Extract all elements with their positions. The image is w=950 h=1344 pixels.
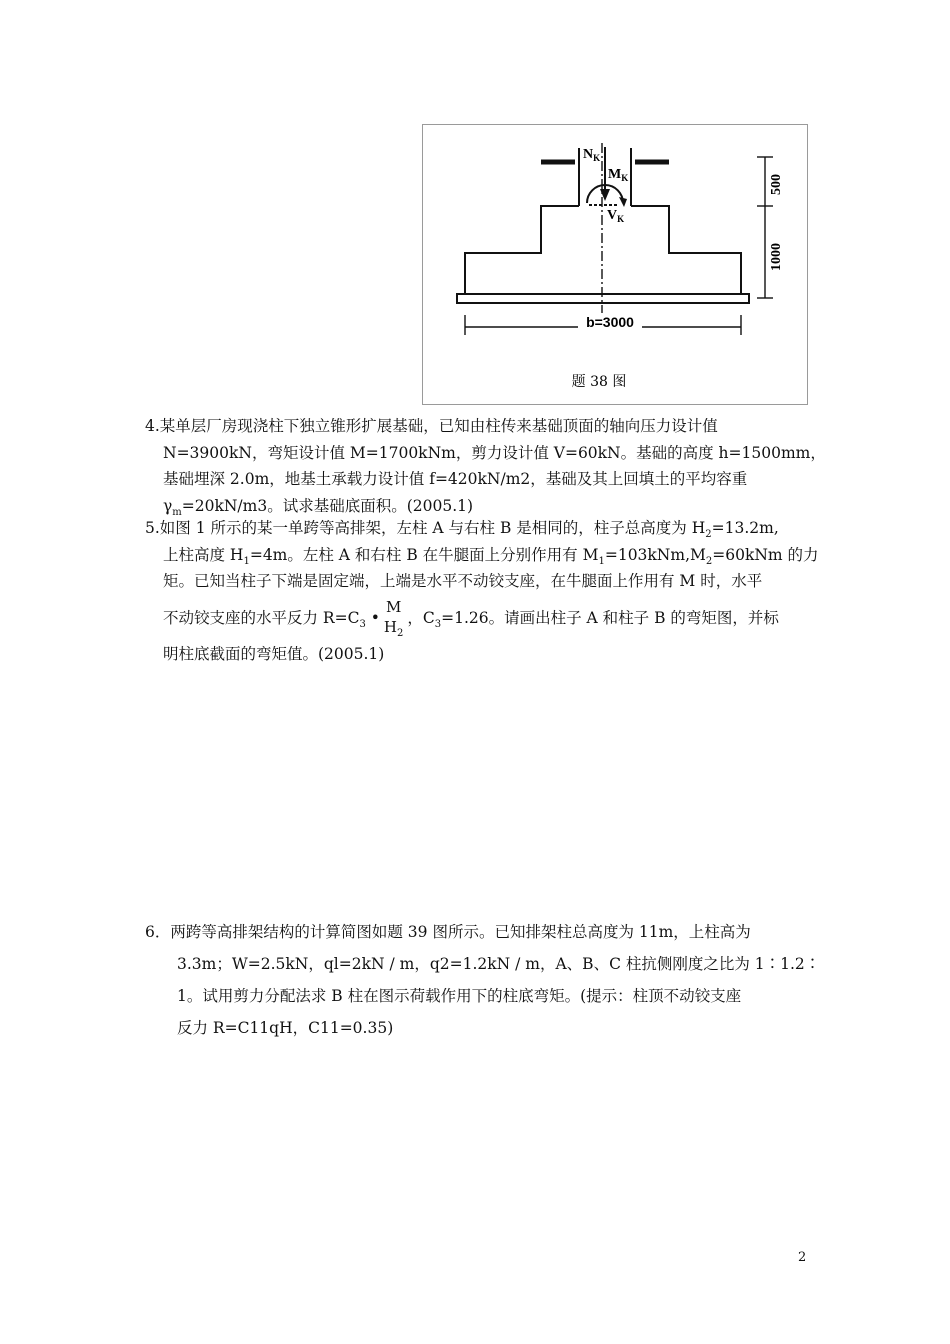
question-5 xyxy=(145,515,819,667)
dimension-1000: 1000 xyxy=(769,243,784,271)
q4-line-2: N=3900kN，弯矩设计值 M=1700kNm，剪力设计值 V=60kN。基础的高度 h=1500mm， xyxy=(163,443,826,462)
base-slab xyxy=(457,294,749,303)
q5-line-5: 明柱底截面的弯矩值。(2005.1) xyxy=(163,644,385,663)
q5-line-4: 不动铰支座的水平反力 $R=C_3$ • M $H_2$ ，$C_3=1.26$。请画出柱子 A 和柱子 B 的弯矩图，并标 xyxy=(163,597,779,639)
q6-line-3: 1。试用剪力分配法求 B 柱在图示荷载作用下的柱底弯矩。(提示：柱顶不动铰支座 xyxy=(177,987,742,1005)
dimension-width: b=3000 xyxy=(586,314,634,330)
q5-line-3: 矩。已知当柱子下端是固定端，上端是水平不动铰支座，在牛腿面上作用有 M 时，水平 xyxy=(163,572,763,590)
q4-line-1: 4.某单层厂房现浇柱下独立锥形扩展基础，已知由柱传来基础顶面的轴向压力设计值 xyxy=(145,417,718,435)
question-6 xyxy=(145,916,821,1044)
foundation-step-left xyxy=(465,206,579,294)
page-number: 2 xyxy=(798,1250,807,1265)
foundation-diagram xyxy=(423,125,807,404)
q4-line-3: 基础埋深 2.0m，地基土承载力设计值 f=420kN/m2，基础及其上回填土的平均容重 xyxy=(163,470,748,488)
q6-line-2: 3.3m；W=2.5kN，ql=2kN / m，q2=1.2kN / m，A、B、C 柱抗侧刚度之比为 1∶1.2∶ xyxy=(177,955,821,973)
q5-line-1: 5.如图 1 所示的某一单跨等高排架，左柱 A 与右柱 B 是相同的，柱子总高度为 $H_2=13.2m$, xyxy=(145,519,779,540)
q4-line-4: $\gamma_m=20kN/m3$。试求基础底面积。(2005.1) xyxy=(163,496,474,518)
foundation-step-right xyxy=(631,206,741,294)
label-nk: $N_K$ xyxy=(583,147,601,163)
figure-caption: 题 38 图 xyxy=(571,374,627,390)
question-4 xyxy=(145,413,826,519)
label-vk: $V_K$ xyxy=(607,208,625,224)
q6-line-1: 6．两跨等高排架结构的计算简图如题 39 图所示。已知排架柱总高度为 11m，上柱高为 xyxy=(145,923,751,941)
dimension-500: 500 xyxy=(769,174,784,195)
figure-38 xyxy=(422,124,808,405)
label-mk: $M_K$ xyxy=(608,167,629,183)
fraction-m-over-h2: M $H_2$ xyxy=(383,597,404,639)
q6-line-4: 反力 R=C11qH，C11=0.35) xyxy=(177,1019,394,1037)
moment-arrowhead xyxy=(619,197,627,207)
q5-line-2: 上柱高度 $H_1=4m$。左柱 A 和右柱 B 在牛腿面上分别作用有 $M_1=103kNm,M_2=60kNm$ 的力 xyxy=(163,545,819,567)
